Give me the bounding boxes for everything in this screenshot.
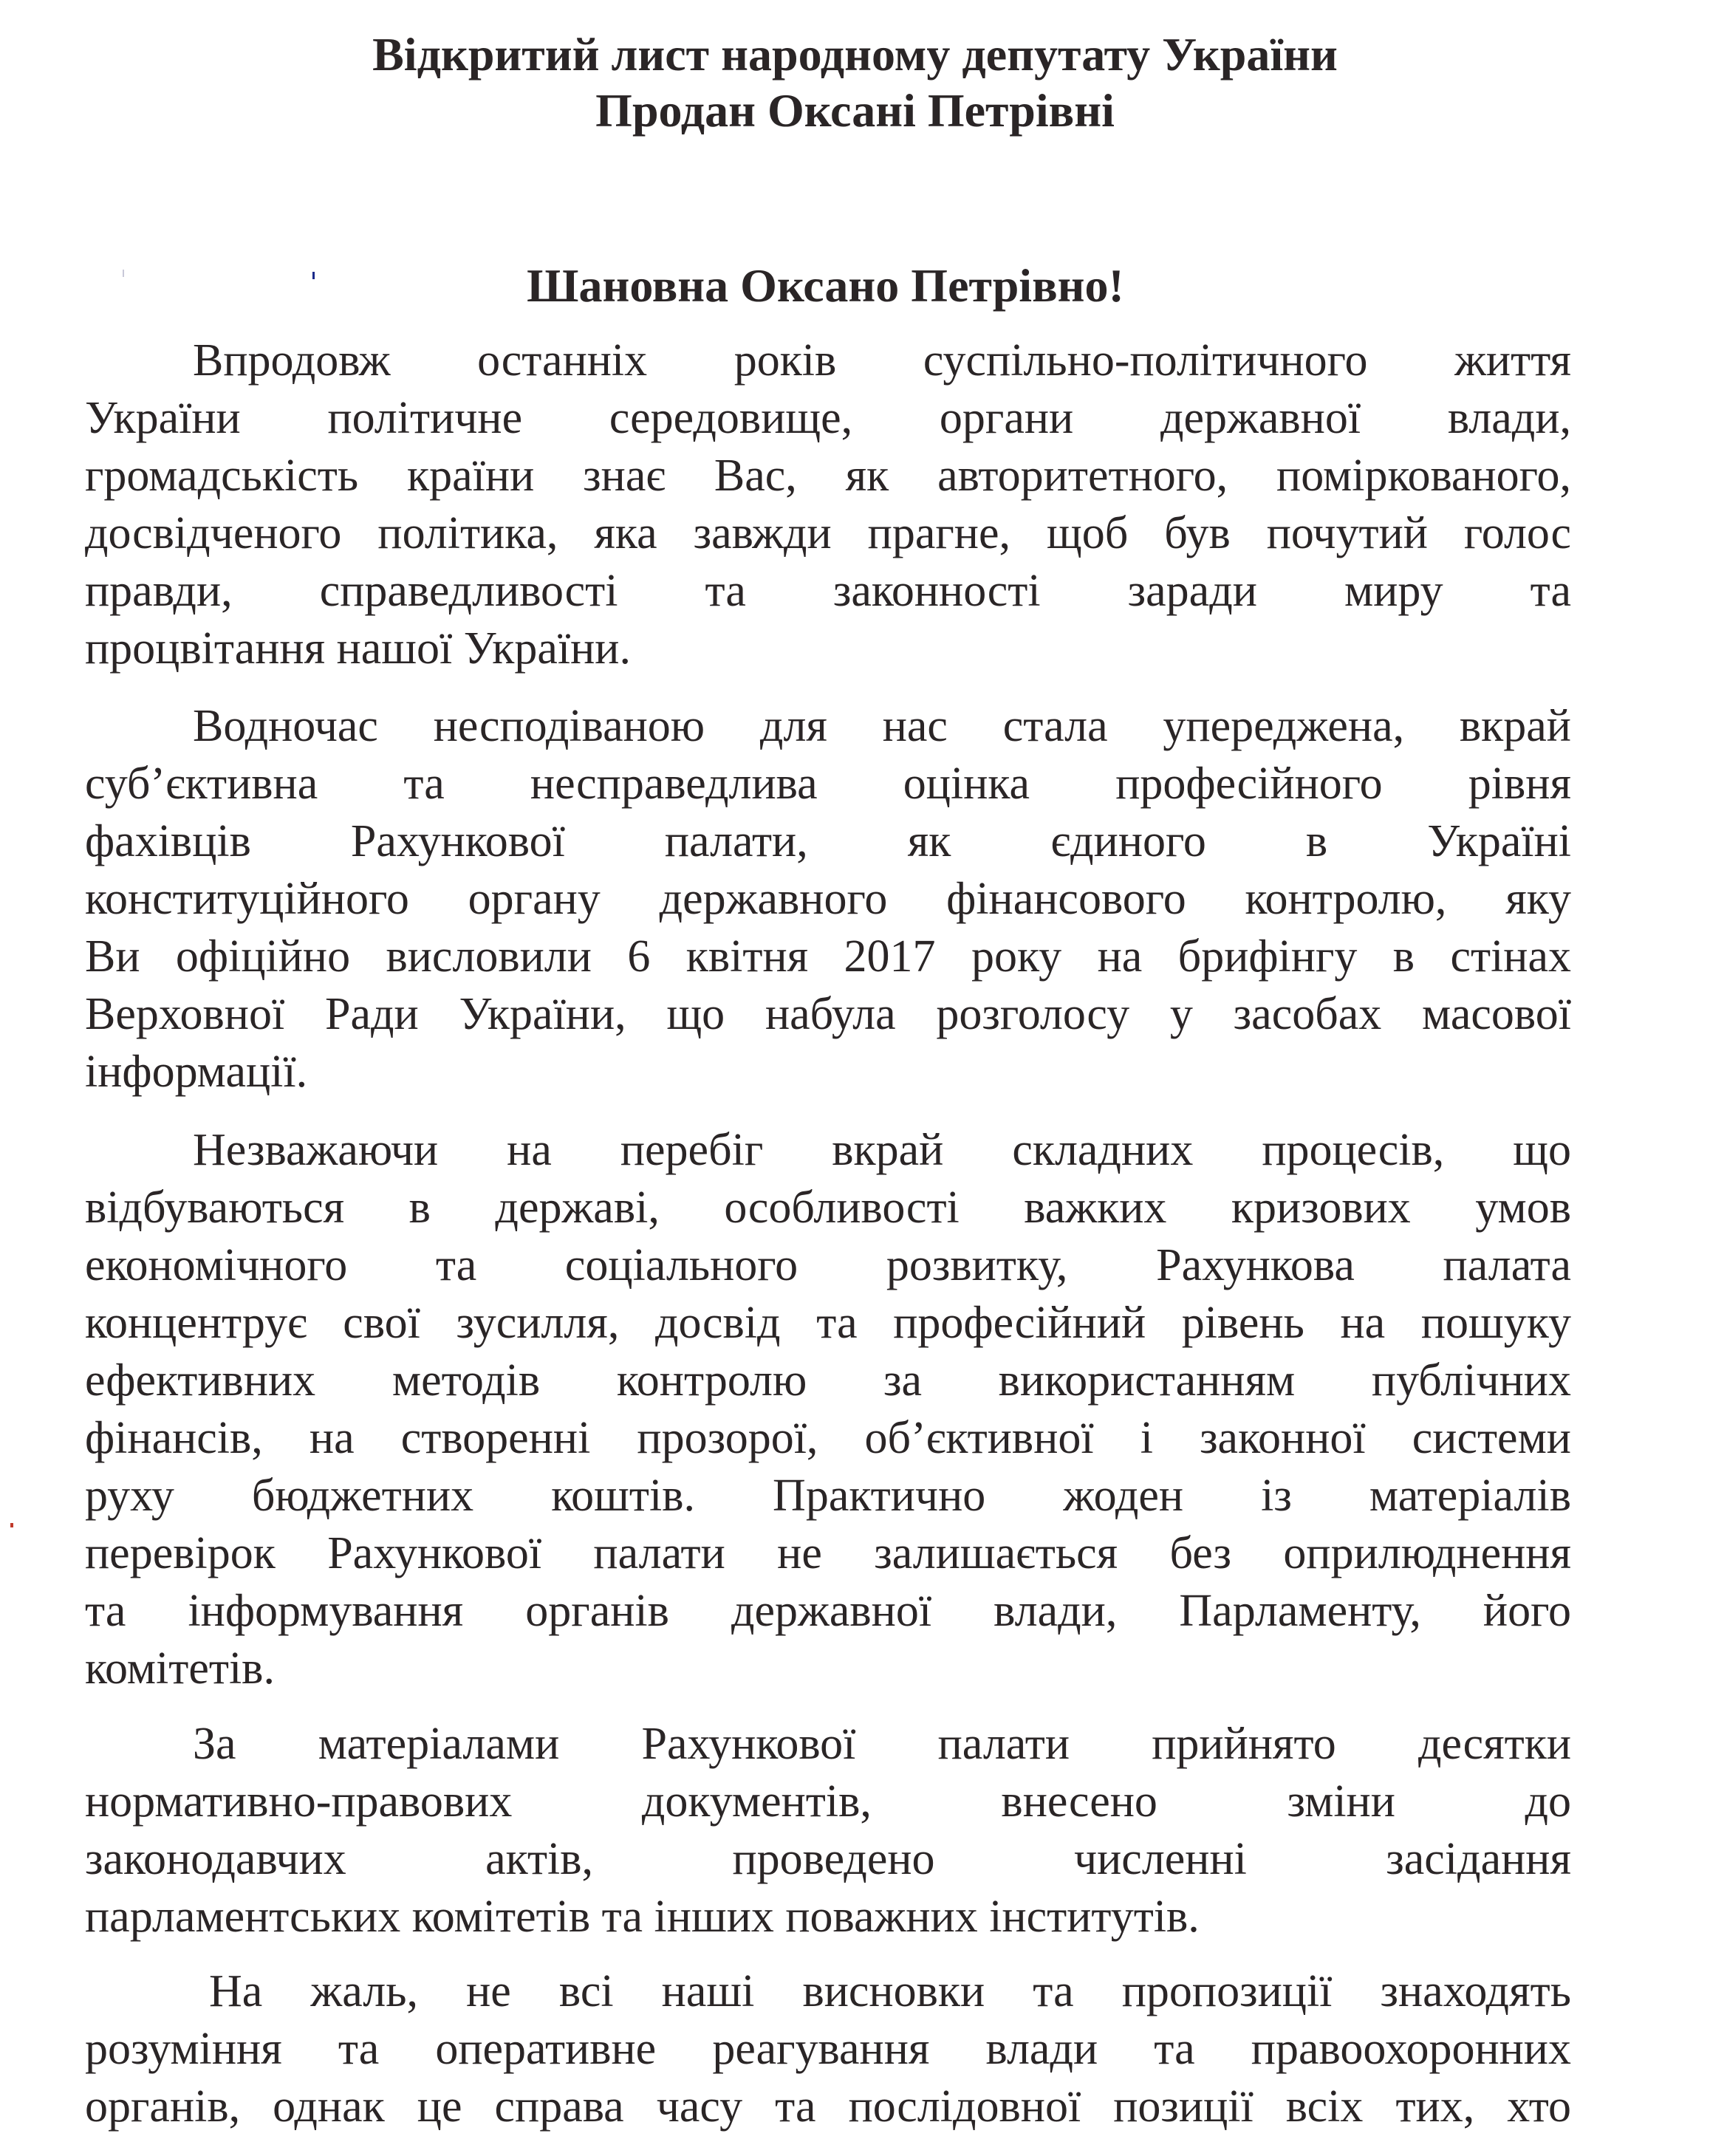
text-line: концентрує свої зусилля, досвід та професійний рівень на пошуку xyxy=(85,1298,1571,1348)
text-line: парламентських комітетів та інших поважних інститутів. xyxy=(85,1892,1200,1942)
text-line: та інформування органів державної влади, Парламенту, його xyxy=(85,1586,1571,1636)
text-line: економічного та соціального розвитку, Рахункова палата xyxy=(85,1240,1571,1290)
text-line: фахівців Рахункової палати, як єдиного в Україні xyxy=(85,816,1571,866)
text-line: законодавчих актів, проведено численні засідання xyxy=(85,1834,1571,1884)
text-line: інформації. xyxy=(85,1047,308,1097)
text-line: конституційного органу державного фінансового контролю, яку xyxy=(85,874,1571,924)
text-line: перевірок Рахункової палати не залишається без оприлюднення xyxy=(85,1528,1571,1578)
paragraph-1 xyxy=(85,332,1571,677)
text-line: суб’єктивна та несправедлива оцінка професійного рівня xyxy=(85,759,1571,809)
paragraph-3 xyxy=(85,1121,1571,1697)
text-line: руху бюджетних коштів. Практично жоден із матеріалів xyxy=(85,1471,1571,1521)
text-line: Верховної Ради України, що набула розголосу у засобах масової xyxy=(85,989,1571,1039)
text-line: процвітання нашої України. xyxy=(85,623,631,674)
letter-title-line-2: Продан Оксані Петрівні xyxy=(595,84,1115,137)
text-line: На жаль, не всі наші висновки та пропозиції знаходять xyxy=(209,1966,1571,2016)
text-line: ефективних методів контролю за використанням публічних xyxy=(85,1355,1571,1406)
text-line: комітетів. xyxy=(85,1643,275,1694)
text-line: України політичне середовище, органи державної влади, xyxy=(85,393,1571,443)
text-line: досвідченого політика, яка завжди прагне, щоб був почутий голос xyxy=(85,508,1571,558)
text-line: органів, однак це справа часу та послідовної позиції всіх тих, хто xyxy=(85,2081,1571,2132)
text-line: розуміння та оперативне реагування влади та правоохоронних xyxy=(85,2024,1571,2074)
scan-mark xyxy=(10,1523,13,1527)
text-line: Незважаючи на перебіг вкрай складних процесів, що xyxy=(193,1125,1571,1175)
text-line: правди, справедливості та законності заради миру та xyxy=(85,566,1571,616)
text-line: фінансів, на створенні прозорої, об’єктивної і законної системи xyxy=(85,1413,1571,1463)
text-line: Водночас несподіваною для нас стала упереджена, вкрай xyxy=(193,701,1571,751)
greeting: Шановна Оксано Петрівно! xyxy=(527,259,1124,312)
paragraph-4 xyxy=(85,1715,1571,1945)
paragraph-2 xyxy=(85,697,1571,1101)
text-line: відбуваються в державі, особливості важких кризових умов xyxy=(85,1183,1571,1233)
letter-title-line-1: Відкритий лист народному депутату України xyxy=(372,28,1338,81)
text-line: Ви офіційно висловили 6 квітня 2017 року на брифінгу в стінах xyxy=(85,931,1571,982)
paragraph-5 xyxy=(85,1962,1571,2135)
text-line: нормативно-правових документів, внесено зміни до xyxy=(85,1776,1571,1827)
text-line: громадськість країни знає Вас, як авторитетного, поміркованого, xyxy=(85,451,1571,501)
text-line: За матеріалами Рахункової палати прийнято десятки xyxy=(193,1719,1571,1769)
text-line: Впродовж останніх років суспільно-політичного життя xyxy=(193,335,1571,386)
